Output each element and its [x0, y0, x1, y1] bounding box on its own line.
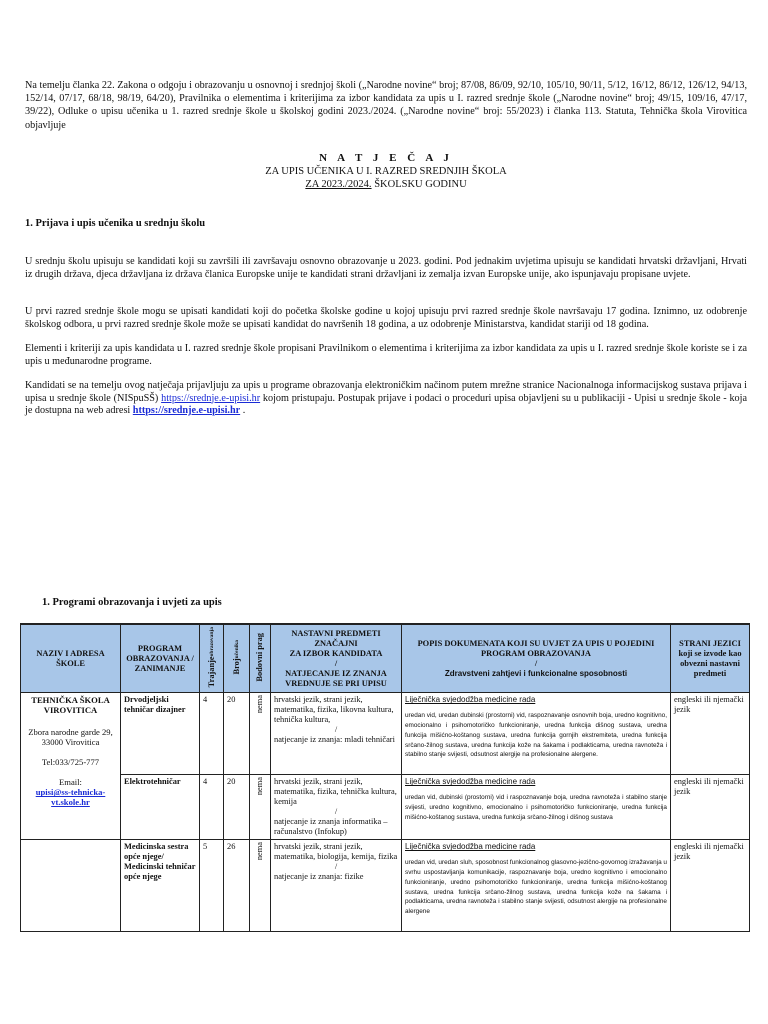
program-languages: engleski ili njemački jezik — [671, 693, 750, 775]
program-duration: 4 — [200, 775, 224, 840]
school-name: TEHNIČKA ŠKOLA VIROVITICA — [31, 695, 110, 716]
program-threshold: nema — [250, 840, 271, 932]
table-row — [21, 775, 750, 840]
paragraph-criteria: Elementi i kriteriji za upis kandidata u I. razred srednje škole propisani Pravilnikom o elementima i kriterijima za izbor kandidata za upis u I. razred srednje škole koriste se i za upis u međunarodne programe. — [25, 343, 747, 367]
program-subjects: hrvatski jezik, strani jezik, matematika, biologija, kemija, fizika / natjecanje iz znanja: fizike — [271, 840, 402, 932]
table-row — [21, 840, 750, 932]
header-threshold: Bodovni prag — [250, 624, 271, 693]
table-row — [21, 693, 750, 775]
section-heading-enrollment: 1. Prijava i upis učenika u srednju školu — [25, 218, 206, 229]
header-languages: STRANI JEZICI koji se izvode kao obvezni nastavni predmeti — [671, 624, 750, 693]
paragraph-application — [25, 380, 747, 418]
program-name: Elektrotehničar — [121, 775, 200, 840]
application-text-c: . — [240, 405, 246, 416]
school-email-link[interactable]: upisi@ss-tehnicka-vt.skole.hr — [35, 787, 106, 808]
e-upisi-link-bold[interactable]: https://srednje.e-upisi.hr — [132, 405, 241, 416]
school-email-label: Email: — [59, 777, 82, 788]
e-upisi-link[interactable]: https://srednje.e-upisi.hr — [161, 392, 261, 404]
header-documents: POPIS DOKUMENATA KOJI SU UVJET ZA UPIS U POJEDINI PROGRAM OBRAZOVANJA / Zdravstveni zahtjevi i funkcionalne sposobnosti — [402, 624, 671, 693]
program-documents: Liječnička svjedodžba medicine rada uredan vid, dubinski (prostorni) vid i raspoznavanje boja, uredna ravnoteža i stabilno stanje svijesti, uredno kognitivno, emocionalno i psihomotoričko funkcioniranje, uredna funkcija mišićno-koštanog sustava, uredna funkcija srčano-žilnog i dišnog sustava — [402, 775, 671, 840]
title-line-2: ZA UPIS UČENIKA U I. RAZRED SREDNJIH ŠKOLA — [265, 166, 507, 177]
program-threshold: nema — [250, 693, 271, 775]
program-student-count: 20 — [224, 775, 250, 840]
table-header-row — [21, 624, 750, 693]
header-program: PROGRAM OBRAZOVANJA / ZANIMANJE — [121, 624, 200, 693]
program-student-count: 26 — [224, 840, 250, 932]
program-documents: Liječnička svjedodžba medicine rada uredan vid, uredan sluh, sposobnost funkcionalnog glasovno-jezično-govornog izražavanja u svrhu uspostavljanja komunikacije, raspoznavanje boja, uredno kognitivno i emocionalno funkcioniranje, uredno psihomotoričko funkcioniranje, uredna funkcija mišićno-koštanog sustava, uredna funkcija srčano-žilnog sustava, uredna funkcija kože na šakama i podlakticama, uredna ravnoteža i stabilno stanje svijesti, odsutnost alergije na profesionalne alergene — [402, 840, 671, 932]
program-languages: engleski ili njemački jezik — [671, 840, 750, 932]
programs-table — [20, 623, 750, 932]
header-duration: Trajanjeobrazovanja — [200, 624, 224, 693]
program-student-count: 20 — [224, 693, 250, 775]
program-threshold: nema — [250, 775, 271, 840]
intro-paragraph: Na temelju članka 22. Zakona o odgoju i obrazovanju u osnovnoj i srednjoj školi („Narodne novine“ broj; 87/08, 86/09, 92/10, 105/10, 90/11, 5/12, 16/12, 86/12, 126/12, 94/13, 152/14, 07/17, 68/18, 98/19, 64/20), Pravilnika o elementima i kriterijima za izbor kandidata za upis u I. razred srednje škole („Narodne novine“ broj; 49/15, 109/16, 47/17, 39/22), Odluke o upisu učenika u 1. razred srednje škole u školskoj godini 2023./2024. („Narodne novine“ broj: 55/2023) i članka 113. Statuta, Tehnička škola Virovitica objavljuje — [25, 80, 747, 131]
header-subjects: NASTAVNI PREDMETI ZNAČAJNI ZA IZBOR KANDIDATA / NATJECANJE IZ ZNANJA VREDNUJE SE PRI UPISU — [271, 624, 402, 693]
header-count: Brojučenika — [224, 624, 250, 693]
school-info-empty — [21, 840, 121, 932]
title-natjecaj: N A T J E Č A J — [319, 152, 453, 164]
header-school: NAZIV I ADRESA ŠKOLE — [21, 624, 121, 693]
paragraph-age-limit: U prvi razred srednje škole mogu se upisati kandidati koji do početka školske godine u kojoj upisuju prvi razred srednje škole navršavaju 17 godina. Iznimno, uz odobrenje školskog odbora, u prvi razred srednje škole može se upisati kandidat do navršenih 18 godina, a uz odobrenje Ministarstva, kandidat stariji od 18 godina. — [25, 306, 747, 330]
paragraph-eligibility: U srednju školu upisuju se kandidati koji su završili ili završavaju osnovno obrazovanje u 2023. godini. Pod jednakim uvjetima upisuju se kandidati hrvatski državljani, Hrvati iz drugih država, djeca državljana iz država članica Europske unije te kandidati strani državljani iz zemalja izvan Europske unije, ako ispunjavaju propisane uvjete. — [25, 256, 747, 280]
application-text-b: kojom pristupaju. Postupak prijave i podaci o proceduri upisa objavljeni su u publikaciji - Upisi u srednje škole - koja je dostupna na web adresi — [25, 392, 747, 416]
program-documents: Liječnička svjedodžba medicine rada uredan vid, uredan dubinski (prostorni) vid, raspoznavanje osnovnih boja, uredno kognitivno, emocionalno i psihomotoričko funkcioniranje, uredna funkcija dišnog sustava, uredna funkcija mišićno-koštanog sustava, uredna funkcija gornjih ekstremiteta, uredna funkcija srčano-žilnog sustava, uredna funkcija kože na šakama i podlakticama, uredna ravnoteža i stabilno stanje svijesti, odsutnost alergije na profesionalne alergene. — [402, 693, 671, 775]
title-line-3 — [25, 178, 747, 191]
program-name: Medicinska sestra opće njege/ Medicinski tehničar opće njege — [121, 840, 200, 932]
announcement-title — [25, 152, 747, 191]
section-heading-programs: 1. Programi obrazovanja i uvjeti za upis — [42, 597, 222, 608]
program-duration: 4 — [200, 693, 224, 775]
program-duration: 5 — [200, 840, 224, 932]
school-address: Zbora narodne garde 29, 33000 Virovitica — [28, 727, 113, 748]
program-subjects: hrvatski jezik, strani jezik, matematika, fizika, tehnička kultura, kemija / natjecanje iz znanja informatika – računalstvo (Infokup) — [271, 775, 402, 840]
application-text-a: Kandidati se na temelju ovog natječaja prijavljuju za upis u programe obrazovanja elektroničkim načinom putem mrežne stranice Nacionalnoga informacijskog sustava prijava i upisa u srednje škole (NISpuSŠ) — [25, 380, 747, 404]
program-languages: engleski ili njemački jezik — [671, 775, 750, 840]
title-year: ZA 2023./2024. — [305, 179, 372, 190]
school-phone: Tel:033/725-777 — [41, 757, 100, 768]
program-subjects: hrvatski jezik, strani jezik, matematika, fizika, likovna kultura, tehnička kultura, / natjecanje iz znanja: mladi tehničari — [271, 693, 402, 775]
school-info — [21, 693, 121, 840]
title-year-rest: ŠKOLSKU GODINU — [371, 179, 467, 190]
program-name: Drvodjeljski tehničar dizajner — [121, 693, 200, 775]
